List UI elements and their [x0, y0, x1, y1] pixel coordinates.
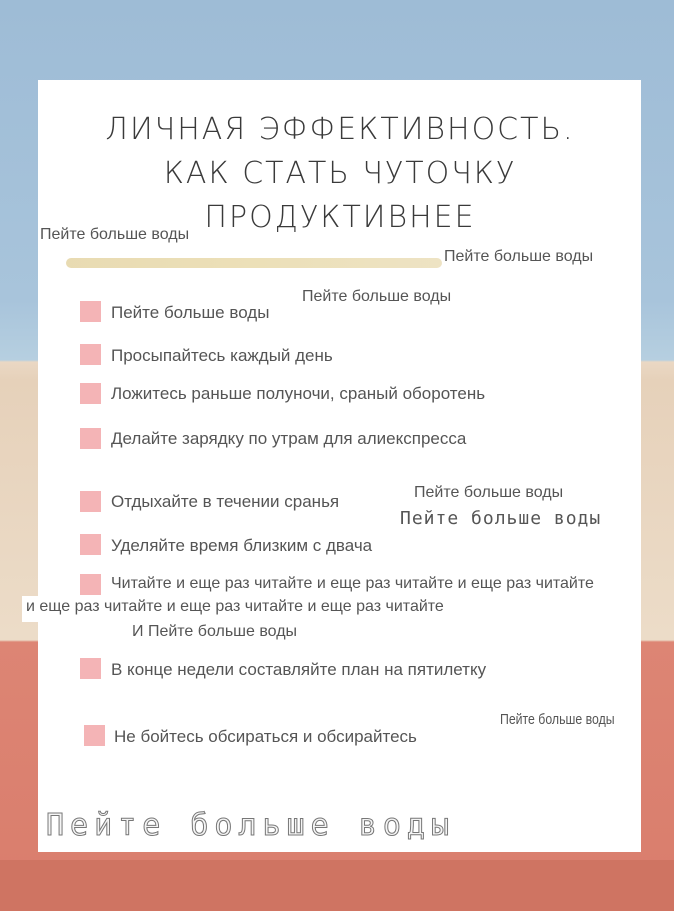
highlight-stroke — [66, 258, 442, 268]
checkbox[interactable] — [80, 344, 101, 365]
checkbox[interactable] — [80, 491, 101, 512]
overlay-caption: Пейте больше воды — [40, 226, 190, 243]
overlay-caption: Пейте больше воды — [414, 484, 564, 501]
checklist-item: Просыпайтесь каждый день — [111, 346, 333, 365]
checklist-item: Отдыхайте в течении сранья — [111, 492, 340, 511]
checkbox[interactable] — [80, 301, 101, 322]
title-line: КАК СТАТЬ ЧУТОЧКУ — [163, 156, 517, 191]
checkbox[interactable] — [80, 383, 101, 404]
checklist-item-continued: И Пейте больше воды — [132, 623, 298, 640]
title-line: ПРОДУКТИВНЕЕ — [204, 200, 476, 235]
overlay-caption-large: Пейте больше воды — [46, 808, 456, 843]
checkbox[interactable] — [80, 534, 101, 555]
title-line: ЛИЧНАЯ ЭФФЕКТИВНОСТЬ. — [105, 112, 575, 147]
checklist-item: В конце недели составляйте план на пятилетку — [111, 660, 487, 679]
checklist-item: Ложитесь раньше полуночи, сраный оборотень — [111, 384, 486, 403]
checklist-item: Уделяйте время близким с двача — [111, 536, 373, 555]
overlay-caption: Пейте больше воды — [500, 711, 615, 728]
checklist-item: Читайте и еще раз читайте и еще раз читайте и еще раз читайте — [111, 575, 594, 592]
checkbox[interactable] — [80, 428, 101, 449]
overlay-caption: Пейте больше воды — [302, 288, 452, 305]
checkbox[interactable] — [84, 725, 105, 746]
page-title — [95, 108, 585, 240]
overlay-caption: Пейте больше воды — [444, 248, 594, 265]
background-wall — [0, 860, 674, 911]
checkbox[interactable] — [80, 658, 101, 679]
checklist-item: Пейте больше воды — [111, 303, 270, 322]
checkbox[interactable] — [80, 574, 101, 595]
overlay-caption: Пейте больше воды — [400, 508, 602, 529]
checklist-item-continued: и еще раз читайте и еще раз читайте и еще раз читайте — [26, 598, 444, 615]
checklist-item: Делайте зарядку по утрам для алиекспресса — [111, 429, 467, 448]
checklist-item: Не бойтесь обсираться и обсирайтесь — [114, 727, 417, 746]
